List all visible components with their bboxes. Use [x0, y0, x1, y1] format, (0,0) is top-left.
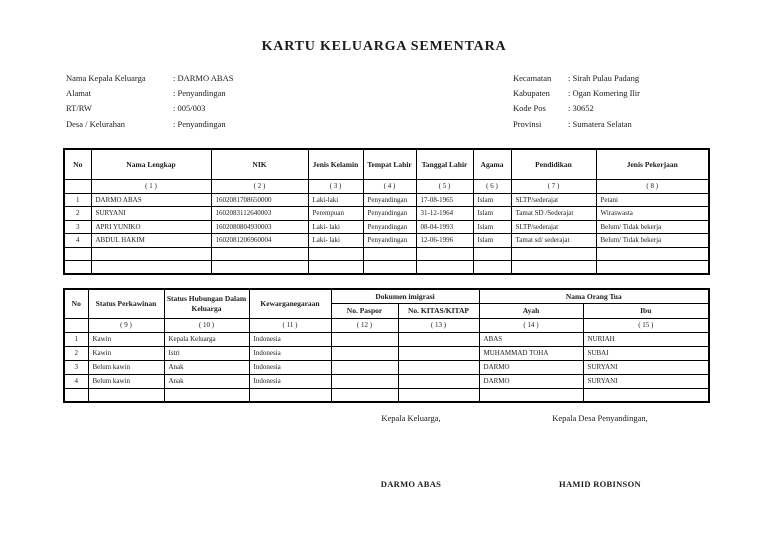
cell-no-kitas: [398, 332, 479, 346]
table-row-empty: [64, 261, 709, 275]
table-row: [64, 207, 709, 221]
cell-nik: 1602081708650000: [211, 193, 308, 207]
table2-header-row-1: [64, 289, 709, 304]
cell-tempat-lahir: Penyandingan: [363, 193, 416, 207]
cell-empty: [308, 261, 363, 275]
cell-empty: [416, 261, 473, 275]
cell-empty: [211, 261, 308, 275]
info-value: : Sumatera Selatan: [568, 118, 632, 129]
info-label: Alamat: [66, 88, 92, 99]
cell-no-paspor: [331, 360, 398, 374]
cell-ibu: SURYANI: [583, 360, 709, 374]
info-value: : Penyandingan: [173, 118, 226, 129]
header-info-right: [513, 70, 640, 132]
cell-ayah: MUHAMMAD TOHA: [479, 346, 583, 360]
cell-empty: [88, 388, 164, 402]
col-number: ( 14 ): [479, 318, 583, 332]
cell-no-kitas: [398, 360, 479, 374]
table1-header-row: [64, 149, 709, 179]
cell-no-paspor: [331, 346, 398, 360]
cell-no: 2: [64, 207, 91, 221]
info-row-provinsi: [513, 116, 640, 131]
cell-ayah: DARMO: [479, 374, 583, 388]
header-info-left: [66, 70, 233, 132]
info-value: : Penyandingan: [173, 88, 226, 99]
cell-no: 1: [64, 332, 88, 346]
cell-empty: [64, 261, 91, 275]
signature-block-kepala-keluarga: [326, 413, 496, 489]
col-header-nama-lengkap: Nama Lengkap: [91, 149, 211, 179]
cell-empty: [64, 247, 91, 261]
cell-no-kitas: [398, 346, 479, 360]
col-header-no-kitas: No. KITAS/KITAP: [398, 304, 479, 319]
cell-jenis-kelamin: Laki-laki: [308, 193, 363, 207]
signature-role: Kepala Keluarga,: [381, 413, 441, 423]
cell-status-hubungan: Anak: [164, 360, 249, 374]
info-value: : Ogan Komering Ilir: [568, 88, 640, 99]
info-row-kode-pos: [513, 101, 640, 116]
cell-tempat-lahir: Penyandingan: [363, 220, 416, 234]
col-number: ( 13 ): [398, 318, 479, 332]
cell-kewarganegaraan: Indonesia: [249, 374, 331, 388]
table-row-empty: [64, 388, 709, 402]
col-number: ( 2 ): [211, 179, 308, 193]
info-label: Kabupaten: [513, 88, 550, 99]
info-label: Kecamatan: [513, 72, 552, 83]
cell-ibu: SURYANI: [583, 374, 709, 388]
info-row-nama-kepala: [66, 70, 233, 85]
signature-role: Kepala Desa Penyandingan,: [552, 413, 648, 423]
info-value: : Sirah Pulau Padang: [568, 72, 640, 83]
info-value: : DARMO ABAS: [173, 72, 234, 83]
info-label: Nama Kepala Keluarga: [66, 72, 146, 83]
cell-kewarganegaraan: Indonesia: [249, 360, 331, 374]
col-number: ( 1 ): [91, 179, 211, 193]
cell-pekerjaan: Wiraswasta: [596, 207, 709, 221]
cell-status-perkawinan: Belum kawin: [88, 360, 164, 374]
table-row: [64, 374, 709, 388]
cell-empty: [473, 247, 511, 261]
info-row-desa: [66, 116, 233, 131]
cell-empty: [331, 388, 398, 402]
info-label: Provinsi: [513, 118, 542, 129]
col-number: ( 10 ): [164, 318, 249, 332]
cell-empty: [164, 388, 249, 402]
info-row-alamat: [66, 85, 233, 100]
col-number: ( 8 ): [596, 179, 709, 193]
cell-nik: 1602080804930003: [211, 220, 308, 234]
col-number: ( 4 ): [363, 179, 416, 193]
col-header-no: No: [64, 149, 91, 179]
cell-empty: [64, 388, 88, 402]
cell-jenis-kelamin: Laki- laki: [308, 234, 363, 248]
col-header-ibu: Ibu: [583, 304, 709, 319]
cell-status-hubungan: Anak: [164, 374, 249, 388]
cell-pendidikan: SLTP/sederajat: [511, 193, 596, 207]
cell-nik: 1602083112640003: [211, 207, 308, 221]
info-label: RT/RW: [66, 103, 92, 114]
info-label: Desa / Kelurahan: [66, 118, 126, 129]
cell-no-paspor: [331, 374, 398, 388]
cell-pendidikan: Tamat sd/ sederajat: [511, 234, 596, 248]
table-row: [64, 360, 709, 374]
cell-nama: SURYANI: [91, 207, 211, 221]
cell-pendidikan: SLTP/sederajat: [511, 220, 596, 234]
cell-empty: [416, 247, 473, 261]
col-header-nama-orang-tua: Nama Orang Tua: [479, 289, 709, 304]
cell-no: 2: [64, 346, 88, 360]
col-header-no: No: [64, 289, 88, 318]
cell-tempat-lahir: Penyandingan: [363, 234, 416, 248]
cell-empty: [398, 388, 479, 402]
cell-jenis-kelamin: Laki- laki: [308, 220, 363, 234]
cell-tanggal-lahir: 17-08-1965: [416, 193, 473, 207]
cell-status-perkawinan: Kawin: [88, 346, 164, 360]
cell-pekerjaan: Belum/ Tidak bekerja: [596, 220, 709, 234]
cell-kewarganegaraan: Indonesia: [249, 346, 331, 360]
col-header-jenis-kelamin: Jenis Kelamin: [308, 149, 363, 179]
cell-pekerjaan: Petani: [596, 193, 709, 207]
info-row-kabupaten: [513, 85, 640, 100]
col-number: [64, 179, 91, 193]
info-row-rt-rw: [66, 101, 233, 116]
cell-empty: [596, 247, 709, 261]
cell-pekerjaan: Belum/ Tidak bekerja: [596, 234, 709, 248]
cell-agama: Islam: [473, 193, 511, 207]
cell-empty: [479, 388, 583, 402]
cell-no-kitas: [398, 374, 479, 388]
cell-ibu: SUBAI: [583, 346, 709, 360]
cell-empty: [91, 247, 211, 261]
cell-ayah: DARMO: [479, 360, 583, 374]
col-header-kewarganegaraan: Kewarganegaraan: [249, 289, 331, 318]
cell-ayah: ABAS: [479, 332, 583, 346]
family-members-table: [63, 148, 710, 275]
col-number: ( 6 ): [473, 179, 511, 193]
col-number: ( 9 ): [88, 318, 164, 332]
cell-no: 3: [64, 360, 88, 374]
col-header-ayah: Ayah: [479, 304, 583, 319]
info-value: : 005/003: [173, 103, 206, 114]
col-number: ( 7 ): [511, 179, 596, 193]
cell-tempat-lahir: Penyandingan: [363, 207, 416, 221]
col-number: [64, 318, 88, 332]
col-number: ( 5 ): [416, 179, 473, 193]
table-row: [64, 332, 709, 346]
cell-empty: [211, 247, 308, 261]
cell-no: 3: [64, 220, 91, 234]
col-number: ( 3 ): [308, 179, 363, 193]
cell-tanggal-lahir: 12-06-1996: [416, 234, 473, 248]
table-row: [64, 220, 709, 234]
cell-empty: [511, 247, 596, 261]
cell-empty: [511, 261, 596, 275]
cell-no: 1: [64, 193, 91, 207]
table-row-empty: [64, 247, 709, 261]
cell-no-paspor: [331, 332, 398, 346]
page-title: KARTU KELUARGA SEMENTARA: [261, 39, 507, 54]
cell-empty: [249, 388, 331, 402]
cell-status-hubungan: Kepala Keluarga: [164, 332, 249, 346]
cell-status-perkawinan: Belum kawin: [88, 374, 164, 388]
cell-nama: APRI YUNIKO: [91, 220, 211, 234]
cell-empty: [583, 388, 709, 402]
info-value: : 30652: [568, 103, 594, 114]
col-header-dokumen-imigrasi: Dokumen imigrasi: [331, 289, 479, 304]
cell-empty: [363, 247, 416, 261]
signature-name: DARMO ABAS: [380, 479, 442, 489]
cell-status-hubungan: Istri: [164, 346, 249, 360]
col-header-nik: NIK: [211, 149, 308, 179]
signature-block-kepala-desa: [515, 413, 685, 489]
table-row: [64, 346, 709, 360]
cell-tanggal-lahir: 31-12-1964: [416, 207, 473, 221]
cell-status-perkawinan: Kawin: [88, 332, 164, 346]
col-header-no-paspor: No. Paspor: [331, 304, 398, 319]
col-header-status-perkawinan: Status Perkawinan: [88, 289, 164, 318]
signature-name: HAMID ROBINSON: [559, 479, 641, 489]
cell-nama: ABDUL HAKIM: [91, 234, 211, 248]
col-header-tempat-lahir: Tempat Lahir: [363, 149, 416, 179]
cell-ibu: NURIAH: [583, 332, 709, 346]
col-header-pendidikan: Pendidikan: [511, 149, 596, 179]
cell-empty: [596, 261, 709, 275]
cell-no: 4: [64, 374, 88, 388]
cell-pendidikan: Tamat SD /Sederajat: [511, 207, 596, 221]
col-number: ( 12 ): [331, 318, 398, 332]
cell-empty: [363, 261, 416, 275]
info-row-kecamatan: [513, 70, 640, 85]
cell-agama: Islam: [473, 207, 511, 221]
cell-nik: 1602081206960004: [211, 234, 308, 248]
col-number: ( 15 ): [583, 318, 709, 332]
col-header-jenis-pekerjaan: Jenis Pekerjaan: [596, 149, 709, 179]
cell-kewarganegaraan: Indonesia: [249, 332, 331, 346]
table-row: [64, 193, 709, 207]
cell-empty: [473, 261, 511, 275]
table-row: [64, 234, 709, 248]
cell-empty: [91, 261, 211, 275]
cell-agama: Islam: [473, 220, 511, 234]
col-number: ( 11 ): [249, 318, 331, 332]
cell-jenis-kelamin: Perempuan: [308, 207, 363, 221]
cell-no: 4: [64, 234, 91, 248]
cell-nama: DARMO ABAS: [91, 193, 211, 207]
cell-tanggal-lahir: 08-04-1993: [416, 220, 473, 234]
info-label: Kode Pos: [513, 103, 546, 114]
col-header-tanggal-lahir: Tanggal Lahir: [416, 149, 473, 179]
col-header-status-hubungan: Status Hubungan Dalam Keluarga: [164, 289, 249, 318]
table1-column-numbers-row: [64, 179, 709, 193]
cell-agama: Islam: [473, 234, 511, 248]
table2-column-numbers-row: [64, 318, 709, 332]
col-header-agama: Agama: [473, 149, 511, 179]
cell-empty: [308, 247, 363, 261]
family-status-table: [63, 288, 710, 403]
